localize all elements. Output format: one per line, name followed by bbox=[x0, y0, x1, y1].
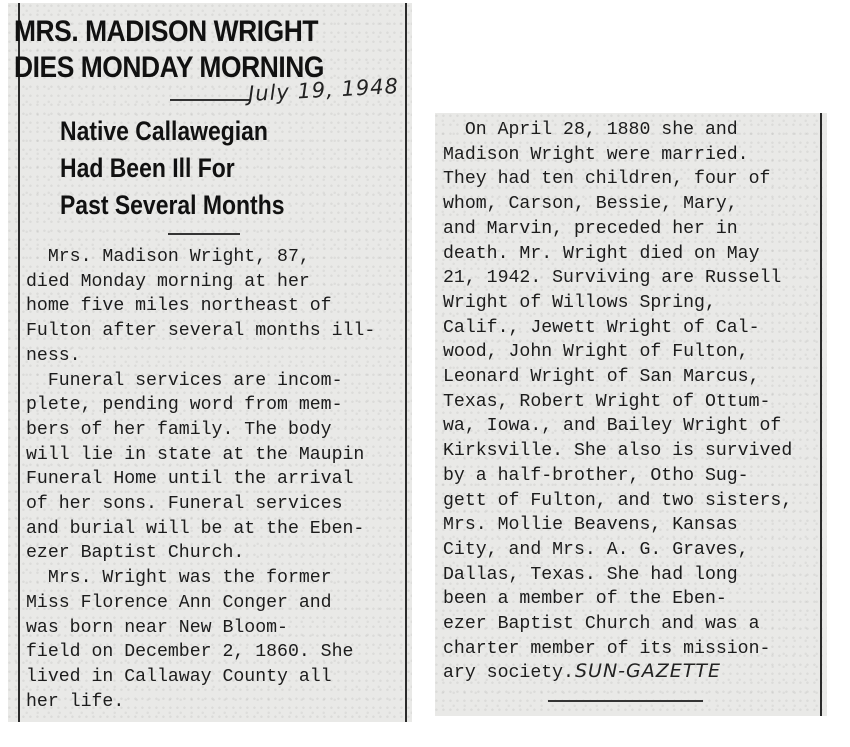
right-body-line: charter member of its mission- bbox=[443, 638, 771, 659]
right-body-line: been a member of the Eben- bbox=[443, 589, 727, 610]
subheadline bbox=[60, 113, 332, 224]
right-body-line: Madison Wright were married. bbox=[443, 144, 749, 165]
subhead-line-2: Had Been Ill For bbox=[60, 153, 235, 183]
right-body-line: Calif., Jewett Wright of Cal- bbox=[443, 317, 760, 338]
left-body-line: died Monday morning at her bbox=[26, 271, 310, 292]
right-body-line: 21, 1942. Surviving are Russell bbox=[443, 268, 782, 289]
headline-line-2: DIES MONDAY MORNING bbox=[14, 51, 324, 84]
left-body-line: will lie in state at the Maupin bbox=[26, 444, 365, 465]
handwritten-date: July 19, 1948 bbox=[247, 74, 400, 106]
headline-divider bbox=[170, 99, 250, 101]
left-body-line: ness. bbox=[26, 345, 81, 366]
headline bbox=[14, 14, 348, 86]
left-body-line: her life. bbox=[26, 691, 125, 712]
headline-line-1: MRS. MADISON WRIGHT bbox=[14, 15, 319, 48]
left-body-line: Mrs. Wright was the former bbox=[26, 568, 332, 589]
left-column-rule bbox=[18, 3, 20, 722]
left-body-line: ezer Baptist Church. bbox=[26, 543, 245, 564]
right-body-line: by a half-brother, Otho Sug- bbox=[443, 465, 749, 486]
left-article-body bbox=[26, 245, 375, 714]
right-body-line: Dallas, Texas. She had long bbox=[443, 564, 738, 585]
right-body-line: Wright of Willows Spring, bbox=[443, 292, 716, 313]
left-body-line: Funeral Home until the arrival bbox=[26, 469, 354, 490]
subhead-line-3: Past Several Months bbox=[60, 190, 285, 220]
right-body-line: Texas, Robert Wright of Ottum- bbox=[443, 391, 771, 412]
right-body-line: ary society. bbox=[443, 663, 574, 684]
left-body-line: Mrs. Madison Wright, 87, bbox=[26, 247, 310, 267]
right-body-line: City, and Mrs. A. G. Graves, bbox=[443, 539, 749, 560]
left-body-line: of her sons. Funeral services bbox=[26, 494, 343, 515]
right-body-line: death. Mr. Wright died on May bbox=[443, 243, 760, 264]
left-body-line: lived in Callaway County all bbox=[26, 666, 332, 687]
right-body-line: On April 28, 1880 she and bbox=[443, 120, 738, 140]
left-body-line: Funeral services are incom- bbox=[26, 370, 343, 391]
right-body-line: gett of Fulton, and two sisters, bbox=[443, 490, 793, 511]
left-body-line: home five miles northeast of bbox=[26, 296, 332, 317]
left-body-line: was born near New Bloom- bbox=[26, 617, 288, 638]
right-body-line: wa, Iowa., and Bailey Wright of bbox=[443, 416, 782, 437]
right-article-body bbox=[443, 118, 792, 686]
subhead-line-1: Native Callawegian bbox=[60, 116, 268, 146]
right-body-line: Kirksville. She also is survived bbox=[443, 441, 793, 462]
left-body-line: Fulton after several months ill- bbox=[26, 321, 376, 342]
left-body-line: Miss Florence Ann Conger and bbox=[26, 592, 332, 613]
right-body-line: They had ten children, four of bbox=[443, 169, 771, 190]
right-clip-column-rule bbox=[820, 113, 822, 716]
right-body-line: Mrs. Mollie Beavens, Kansas bbox=[443, 515, 738, 536]
handwritten-source: SUN-GAZETTE bbox=[575, 660, 721, 682]
subhead-divider bbox=[168, 233, 240, 235]
right-body-line: ezer Baptist Church and was a bbox=[443, 614, 760, 635]
right-body-line: Leonard Wright of San Marcus, bbox=[443, 367, 760, 388]
left-body-line: plete, pending word from mem- bbox=[26, 395, 343, 416]
end-divider bbox=[548, 700, 703, 702]
right-body-line: and Marvin, preceded her in bbox=[443, 218, 738, 239]
right-body-line: wood, John Wright of Fulton, bbox=[443, 342, 749, 363]
left-body-line: field on December 2, 1860. She bbox=[26, 642, 354, 663]
left-body-line: and burial will be at the Eben- bbox=[26, 518, 365, 539]
right-body-line: whom, Carson, Bessie, Mary, bbox=[443, 194, 738, 215]
left-body-line: bers of her family. The body bbox=[26, 419, 332, 440]
right-column-rule bbox=[405, 3, 407, 722]
